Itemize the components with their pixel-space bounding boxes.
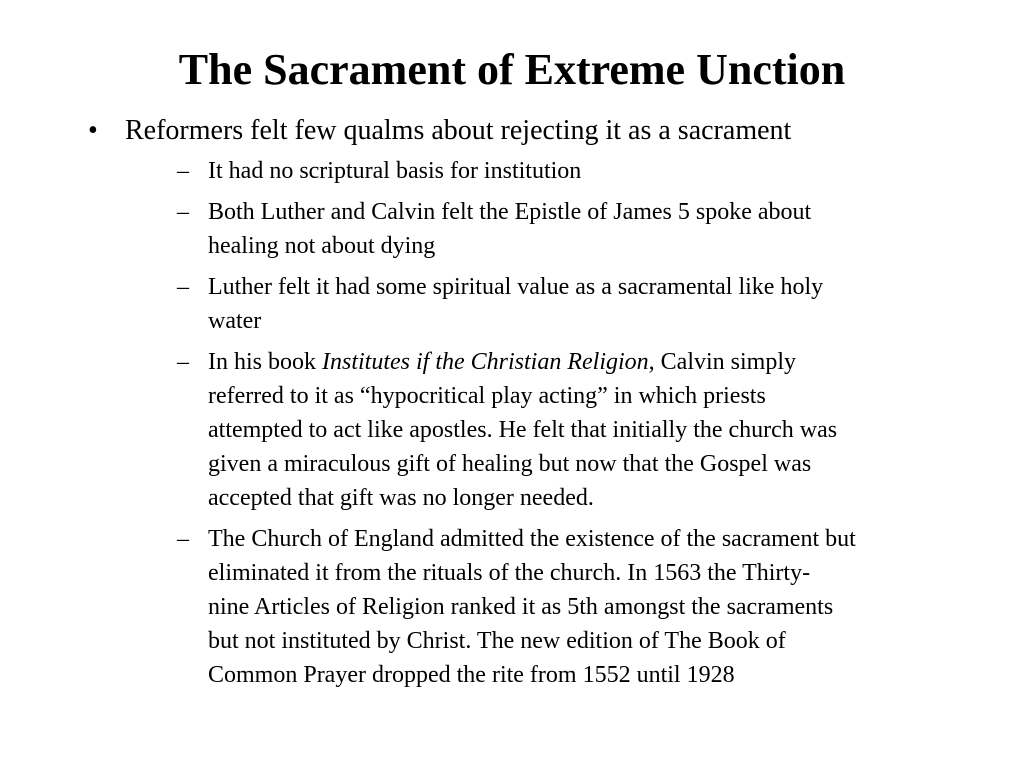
dash-marker: – <box>177 349 189 375</box>
sub-item-line: water <box>208 308 262 334</box>
sub-item <box>162 345 938 515</box>
sub-item-line: The Church of England admitted the existence of the sacrament but <box>208 526 856 552</box>
sub-item-line: nine Articles of Religion ranked it as 5th amongst the sacraments <box>208 594 834 620</box>
slide-title: The Sacrament of Extreme Unction <box>178 45 846 94</box>
bullet-item <box>88 114 968 692</box>
dash-marker: – <box>177 199 189 225</box>
sub-item-line: Both Luther and Calvin felt the Epistle of James 5 spoke about <box>208 199 812 225</box>
sub-item-line: but not instituted by Christ. The new edition of The Book of <box>208 628 786 654</box>
slide-body <box>88 114 968 699</box>
sub-list <box>125 154 968 692</box>
sub-item-line: Common Prayer dropped the rite from 1552 until 1928 <box>208 662 735 688</box>
sub-item <box>162 195 938 263</box>
sub-item-lead-text: In his book <box>208 349 322 375</box>
sub-item-line: healing not about dying <box>208 233 436 259</box>
dash-marker: – <box>177 158 189 184</box>
sub-item-tail-text: Calvin simply <box>654 349 797 375</box>
bullet-text: Reformers felt few qualms about rejecting it as a sacrament <box>125 115 792 146</box>
sub-item-line: Luther felt it had some spiritual value as a sacramental like holy <box>208 274 824 300</box>
book-title: Institutes if the Christian Religion, <box>322 349 655 375</box>
sub-item <box>162 270 938 338</box>
sub-item-line: given a miraculous gift of healing but now that the Gospel was <box>208 451 812 477</box>
sub-item-first-line <box>208 345 938 379</box>
sub-item-line: referred to it as “hypocritical play acting” in which priests <box>208 383 766 409</box>
sub-item-line: It had no scriptural basis for institution <box>208 158 582 184</box>
sub-item-line: attempted to act like apostles. He felt that initially the church was <box>208 417 838 443</box>
sub-item-line: accepted that gift was no longer needed. <box>208 485 594 511</box>
dash-marker: – <box>177 526 189 552</box>
sub-item <box>162 522 978 692</box>
sub-item <box>162 154 938 188</box>
sub-item-line: eliminated it from the rituals of the church. In 1563 the Thirty- <box>208 560 811 586</box>
bullet-marker: • <box>88 115 98 146</box>
dash-marker: – <box>177 274 189 300</box>
